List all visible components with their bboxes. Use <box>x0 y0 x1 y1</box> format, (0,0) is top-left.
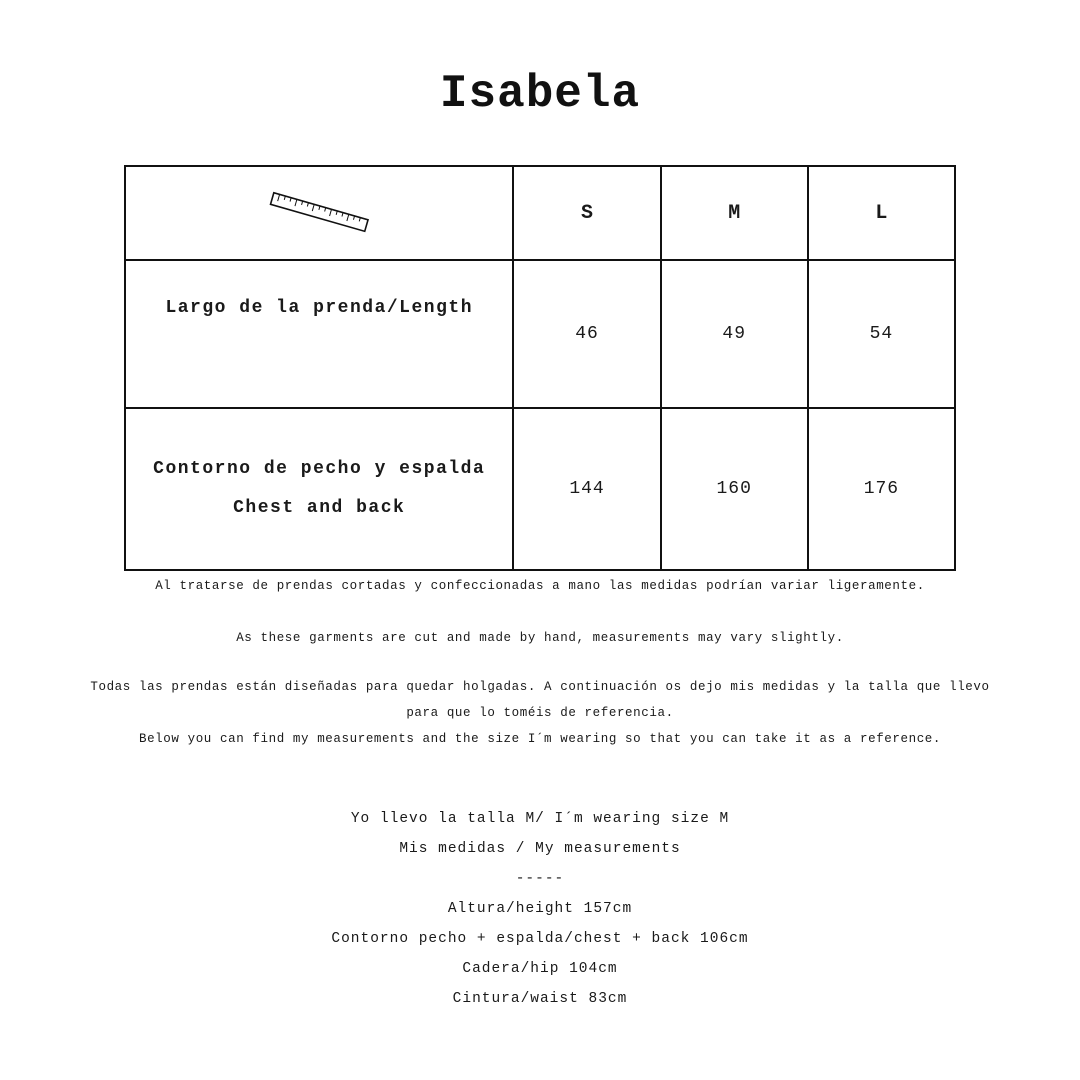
size-header-s: S <box>513 166 660 260</box>
value-length-l: 54 <box>808 260 955 408</box>
row-label-chest <box>125 408 513 570</box>
table-header-row <box>125 166 955 260</box>
measurement-waist: Cintura/waist 83cm <box>452 991 628 1007</box>
ruler-icon <box>264 188 374 238</box>
note-handmade-es: Al tratarse de prendas cortadas y confeccionadas a mano las medidas podrían variar ligeramente. <box>155 579 925 593</box>
my-measurements-block <box>0 804 1080 1014</box>
measurements-divider: ----- <box>515 871 565 887</box>
value-length-s: 46 <box>513 260 660 408</box>
note-loose-es-line2: para que lo toméis de referencia. <box>406 706 674 720</box>
row-label-line: Chest and back <box>233 498 406 518</box>
size-chart-table <box>124 165 956 571</box>
wearing-size-line: Yo llevo la talla M/ I´m wearing size M <box>350 811 730 827</box>
note-handmade-en: As these garments are cut and made by hand, measurements may vary slightly. <box>236 631 844 645</box>
header-icon-cell <box>125 166 513 260</box>
note-loose-en: Below you can find my measurements and the size I´m wearing so that you can take it as a reference. <box>138 732 942 746</box>
measurement-chest-back: Contorno pecho + espalda/chest + back 106cm <box>331 931 749 947</box>
table-row <box>125 260 955 408</box>
value-length-m: 49 <box>661 260 808 408</box>
value-chest-m: 160 <box>661 408 808 570</box>
row-label-line: Largo de la prenda/Length <box>165 298 473 318</box>
row-label-length <box>125 260 513 408</box>
measurements-title: Mis medidas / My measurements <box>399 841 681 857</box>
measurement-height: Altura/height 157cm <box>447 901 633 917</box>
note-loose-fit <box>60 674 1020 752</box>
measurement-hip: Cadera/hip 104cm <box>462 961 618 977</box>
row-label-line: Contorno de pecho y espalda <box>153 459 486 479</box>
size-header-l: L <box>808 166 955 260</box>
value-chest-s: 144 <box>513 408 660 570</box>
size-header-m: M <box>661 166 808 260</box>
value-chest-l: 176 <box>808 408 955 570</box>
note-loose-es-line1: Todas las prendas están diseñadas para quedar holgadas. A continuación os dejo mis medidas y la talla que llevo <box>90 680 990 694</box>
table-row <box>125 408 955 570</box>
page-title: Isabela <box>439 68 641 120</box>
